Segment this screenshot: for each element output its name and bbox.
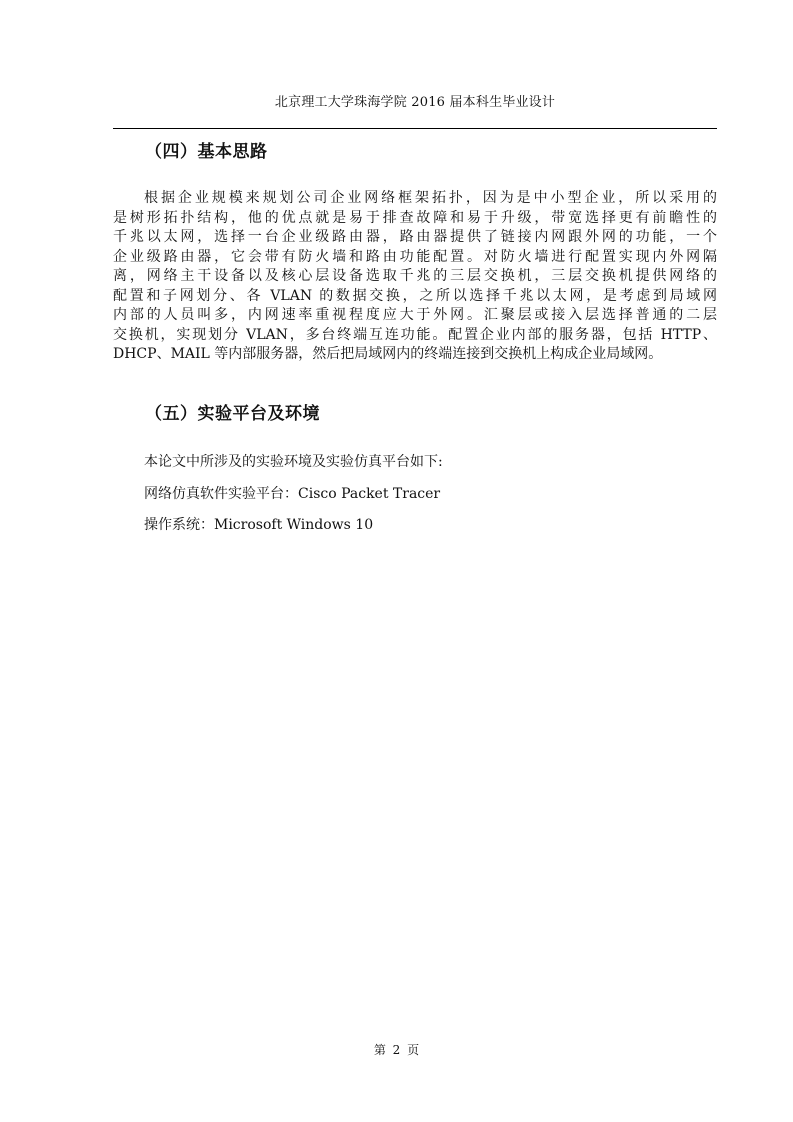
paragraph-line: 离，网络主干设备以及核心层设备选取千兆的三层交换机，三层交换机提供网络的 bbox=[113, 268, 717, 284]
paragraph-line: DHCP、MAIL 等内部服务器，然后把局域网内的终端连接到交换机上构成企业局域网。 bbox=[113, 346, 663, 362]
basic-approach-paragraph bbox=[113, 189, 717, 365]
environment-intro: 本论文中所涉及的实验环境及实验仿真平台如下: bbox=[144, 454, 443, 470]
section-heading-platform-environment: （五）实验平台及环境 bbox=[145, 404, 320, 424]
paragraph-line: 企业级路由器，它会带有防火墙和路由功能配置。对防火墙进行配置实现内外网隔 bbox=[113, 248, 717, 265]
operating-system-line: 操作系统：Microsoft Windows 10 bbox=[144, 517, 374, 533]
paragraph-line: 是树形拓扑结构，他的优点就是易于排查故障和易于升级，带宽选择更有前瞻性的 bbox=[113, 209, 717, 226]
header-divider bbox=[113, 128, 717, 129]
paragraph-line: 根据企业规模来规划公司企业网络框架拓扑，因为是中小型企业，所以采用的 bbox=[144, 190, 717, 206]
page-number: 第 2 页 bbox=[373, 1043, 420, 1057]
section-heading-basic-approach: （四）基本思路 bbox=[145, 142, 268, 162]
paragraph-line: 千兆以太网，选择一台企业级路由器，路由器提供了链接内网跟外网的功能，一个 bbox=[113, 229, 717, 245]
paragraph-line: 配置和子网划分、各 VLAN 的数据交换，之所以选择千兆以太网，是考虑到局域网 bbox=[113, 287, 717, 304]
simulation-platform-line: 网络仿真软件实验平台：Cisco Packet Tracer bbox=[144, 486, 441, 502]
paragraph-line: 交换机，实现划分 VLAN，多台终端互连功能。配置企业内部的服务器，包括 HTTP、 bbox=[113, 326, 717, 343]
page-header: 北京理工大学珠海学院 2016 届本科生毕业设计 bbox=[274, 95, 556, 110]
paragraph-line: 内部的人员叫多，内网速率重视程度应大于外网。汇聚层或接入层选择普通的二层 bbox=[113, 307, 717, 323]
